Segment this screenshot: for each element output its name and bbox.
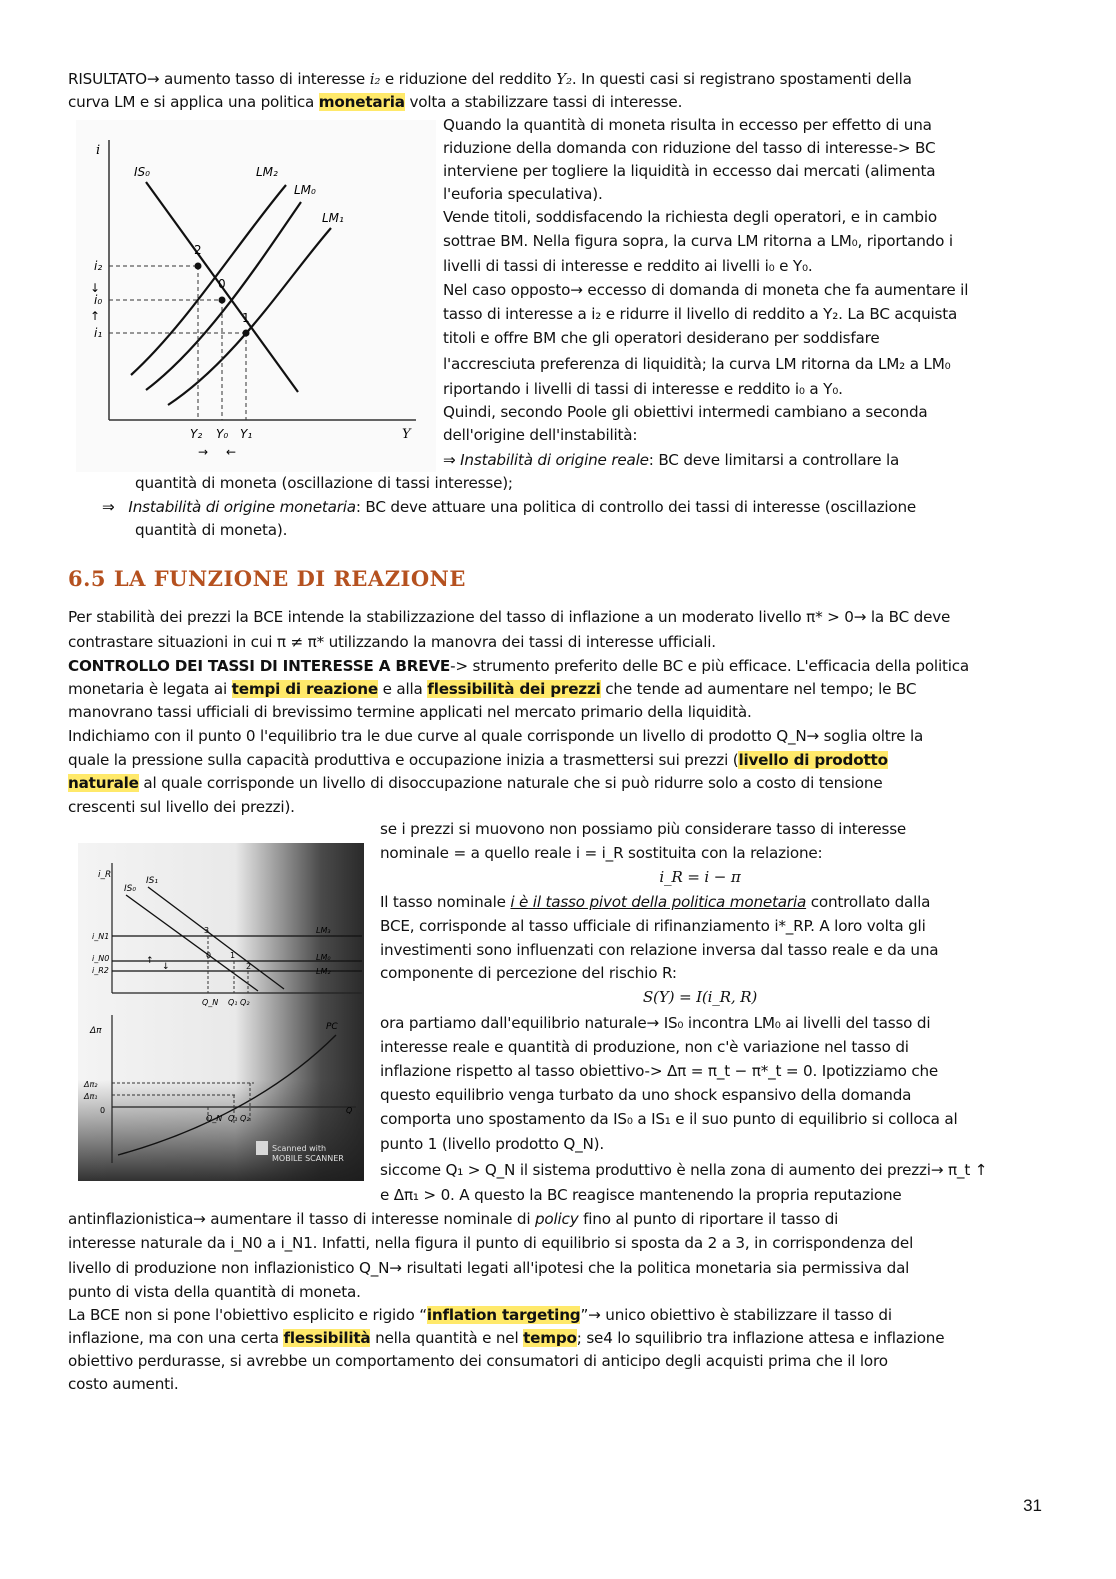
- text-line: l'euforia speculativa).: [443, 185, 603, 203]
- text-line: BCE, corrisponde al tasso ufficiale di rifinanziamento i*_RP. A loro volta gli: [380, 917, 926, 935]
- point-1-label: 1: [242, 311, 250, 325]
- text-line: Il tasso nominale i è il tasso pivot della politica monetaria controllato dalla: [380, 893, 931, 911]
- up-arrow-icon: ↑: [90, 309, 101, 323]
- iN1-label: i_N1: [92, 932, 110, 941]
- scanner-logo-icon: [256, 1141, 268, 1155]
- text-line: contrastare situazioni in cui π ≠ π* utilizzando la manovra dei tassi di interesse ufficiali.: [68, 633, 716, 651]
- text-line: se i prezzi si muovono non possiamo più considerare tasso di interesse: [380, 820, 907, 838]
- text-line: riportando i livelli di tassi di interesse e reddito i₀ a Y₀.: [443, 380, 843, 398]
- zero-label: 0: [100, 1106, 106, 1115]
- text-line: investimenti sono influenzati con relazione inversa dal tasso reale e da una: [380, 941, 939, 959]
- text-line: comporta uno spostamento da IS₀ a IS₁ e il suo punto di equilibrio si colloca al: [380, 1110, 958, 1128]
- text-line: inflazione, ma con una certa flessibilità nella quantità e nel tempo; se4 lo squilibrio tra inflazione attesa e inflazione: [68, 1329, 945, 1347]
- up-arrow-icon: ↑: [146, 956, 154, 966]
- Y1-label: Y₁: [240, 427, 253, 441]
- point-1-label: 1: [230, 951, 236, 960]
- page-number: 31: [1023, 1496, 1042, 1515]
- iN0-label: i_N0: [92, 954, 110, 963]
- pc-label: PC: [326, 1022, 338, 1032]
- equation-saving-investment: S(Y) = I(i_R, R): [642, 988, 758, 1006]
- text-line: Quindi, secondo Poole gli obiettivi intermedi cambiano a seconda: [443, 403, 928, 421]
- text-line: La BCE non si pone l'obiettivo esplicito e rigido “inflation targeting”→ unico obiettivo è stabilizzare il tasso di: [68, 1306, 892, 1324]
- down-arrow-icon: ↓: [162, 962, 170, 972]
- dpi2-label: Δπ₂: [84, 1080, 98, 1089]
- i0-label: i₀: [94, 293, 103, 307]
- lm0-label: LM₀: [294, 183, 316, 197]
- text-line: tasso di interesse a i₂ e ridurre il livello di reddito a Y₂. La BC acquista: [443, 305, 958, 323]
- text-line: Nel caso opposto→ eccesso di domanda di moneta che fa aumentare il: [443, 281, 969, 299]
- lm2-label: LM₂: [256, 165, 278, 179]
- text-line: interesse reale e quantità di produzione, non c'è variazione nel tasso di: [380, 1038, 909, 1056]
- iR-label: i_R: [98, 870, 112, 880]
- text-line: l'accresciuta preferenza di liquidità; la curva LM ritorna da LM₂ a LM₀: [443, 355, 951, 373]
- QN2-label: Q_N: [206, 1114, 223, 1123]
- text-line: interesse naturale da i_N0 a i_N1. Infatti, nella figura il punto di equilibrio si sposta da 2 a 3, in corrispondenza del: [68, 1234, 914, 1252]
- text-line: RISULTATO→ aumento tasso di interesse i₂ e riduzione del reddito Y₂. In questi casi si registrano spostamenti della: [68, 70, 912, 88]
- scanner-text: MOBILE SCANNER: [272, 1154, 344, 1163]
- Y0-label: Y₀: [216, 427, 229, 441]
- scanner-text: Scanned with: [272, 1144, 327, 1153]
- text-line: sottrae BM. Nella figura sopra, la curva LM ritorna a LM₀, riportando i: [443, 232, 953, 250]
- text-line: componente di percezione del rischio R:: [380, 964, 677, 982]
- down-arrow-icon: ↓: [90, 281, 101, 295]
- section-heading: 6.5 LA FUNZIONE DI REAZIONE: [68, 566, 466, 591]
- Y2-label: Y₂: [190, 427, 203, 441]
- text-line: questo equilibrio venga turbato da uno shock espansivo della domanda: [380, 1086, 912, 1104]
- dpi1-label: Δπ₁: [84, 1092, 98, 1101]
- text-line: nominale = a quello reale i = i_R sostituita con la relazione:: [380, 844, 823, 862]
- text-line: quantità di moneta (oscillazione di tassi interesse);: [135, 474, 513, 492]
- text-line: livelli di tassi di interesse e reddito ai livelli i₀ e Y₀.: [443, 257, 813, 275]
- equation-real-rate: i_R = i − π: [659, 868, 741, 886]
- dpi-label: Δπ: [90, 1026, 102, 1036]
- i1-label: i₁: [94, 326, 103, 340]
- text-line: siccome Q₁ > Q_N il sistema produttivo è nella zona di aumento dei prezzi→ π_t ↑: [380, 1161, 988, 1179]
- left-arrow-icon: ←: [226, 445, 237, 459]
- Q-label: Q: [346, 1106, 353, 1115]
- iR2-label: i_R2: [92, 966, 109, 975]
- text-line: crescenti sul livello dei prezzi).: [68, 798, 295, 816]
- text-line: antinflazionistica→ aumentare il tasso di interesse nominale di policy fino al punto di riportare il tasso di: [68, 1210, 839, 1228]
- text-line: e Δπ₁ > 0. A questo la BC reagisce mantenendo la propria reputazione: [380, 1186, 902, 1204]
- point-3-label: 3: [204, 926, 210, 935]
- instability-monetary: ⇒ Instabilità di origine monetaria: BC deve attuare una politica di controllo dei tassi di interesse (oscillazione: [102, 498, 917, 516]
- islm-figure: [76, 120, 436, 472]
- point-2: [195, 263, 202, 270]
- text-line: naturale al quale corrisponde un livello di disoccupazione naturale che si può ridurre solo a costo di tensione: [68, 774, 883, 792]
- text-line: curva LM e si applica una politica monetaria volta a stabilizzare tassi di interesse.: [68, 93, 683, 111]
- text-line: manovrano tassi ufficiali di brevissimo termine applicati nel mercato primario della liquidità.: [68, 703, 752, 721]
- text-line: CONTROLLO DEI TASSI DI INTERESSE A BREVE-> strumento preferito delle BC e più efficace. L'efficacia della politica: [68, 657, 970, 675]
- text-line: monetaria è legata ai tempi di reazione e alla flessibilità dei prezzi che tende ad aumentare nel tempo; le BC: [68, 680, 917, 698]
- is1-label: IS₁: [146, 876, 158, 886]
- instability-real: ⇒ Instabilità di origine reale: BC deve limitarsi a controllare la: [443, 451, 900, 469]
- text-line: livello di produzione non inflazionistico Q_N→ risultati legati all'ipotesi che la politica monetaria sia permissiva dal: [68, 1259, 910, 1277]
- point-0-label: 0: [206, 951, 212, 960]
- text-line: costo aumenti.: [68, 1375, 179, 1393]
- text-line: punto 1 (livello prodotto Q_N).: [380, 1135, 604, 1153]
- lm1-label: LM₁: [322, 211, 344, 225]
- lm2-label: LM₂: [316, 967, 331, 976]
- text-line: Quando la quantità di moneta risulta in eccesso per effetto di una: [443, 116, 932, 134]
- text-line: interviene per togliere la liquidità in eccesso dai mercati (alimenta: [443, 162, 936, 180]
- text-line: obiettivo perdurasse, si avrebbe un comportamento dei consumatori di anticipo degli acquisti prima che il loro: [68, 1352, 888, 1370]
- Q1Q2-label: Q₁ Q₂: [228, 998, 250, 1007]
- text-line: punto di vista della quantità di moneta.: [68, 1283, 361, 1301]
- right-arrow-icon: →: [198, 445, 209, 459]
- is0-label: IS₀: [134, 165, 150, 179]
- point-2-label: 2: [246, 962, 252, 971]
- lm0-label: LM₀: [316, 953, 331, 962]
- text-line: ora partiamo dall'equilibrio naturale→ IS₀ incontra LM₀ ai livelli del tasso di: [380, 1014, 931, 1032]
- reaction-figure: [78, 843, 364, 1181]
- lm3-label: LM₃: [316, 926, 331, 935]
- text-line: Vende titoli, soddisfacendo la richiesta degli operatori, e in cambio: [443, 208, 937, 226]
- point-2-label: 2: [194, 243, 202, 257]
- text-line: dell'origine dell'instabilità:: [443, 426, 638, 444]
- i2-label: i₂: [94, 259, 103, 273]
- text-line: quale la pressione sulla capacità produttiva e occupazione inizia a trasmettersi sui prezzi (livello di prodotto: [68, 751, 888, 769]
- text-line: Per stabilità dei prezzi la BCE intende la stabilizzazione del tasso di inflazione a un moderato livello π* > 0→ la BC deve: [68, 608, 951, 626]
- point-1: [243, 330, 250, 337]
- axis-label-Y: Y: [402, 427, 411, 442]
- point-0: [219, 297, 226, 304]
- axis-label-i: i: [96, 143, 101, 158]
- is0-label: IS₀: [124, 884, 136, 894]
- text-line: Indichiamo con il punto 0 l'equilibrio tra le due curve al quale corrisponde un livello di prodotto Q_N→ soglia oltre la: [68, 727, 924, 745]
- point-0-label: 0: [218, 277, 226, 291]
- text-line: inflazione rispetto al tasso obiettivo-> Δπ = π_t − π*_t = 0. Ipotizziamo che: [380, 1062, 939, 1080]
- Q1Q2b-label: Q₁ Q₂: [228, 1114, 250, 1123]
- text-line: riduzione della domanda con riduzione del tasso di interesse-> BC: [443, 139, 936, 157]
- QN-label: Q_N: [202, 998, 219, 1007]
- text-line: titoli e offre BM che gli operatori desiderano per soddisfare: [443, 329, 880, 347]
- text-line: quantità di moneta).: [135, 521, 288, 539]
